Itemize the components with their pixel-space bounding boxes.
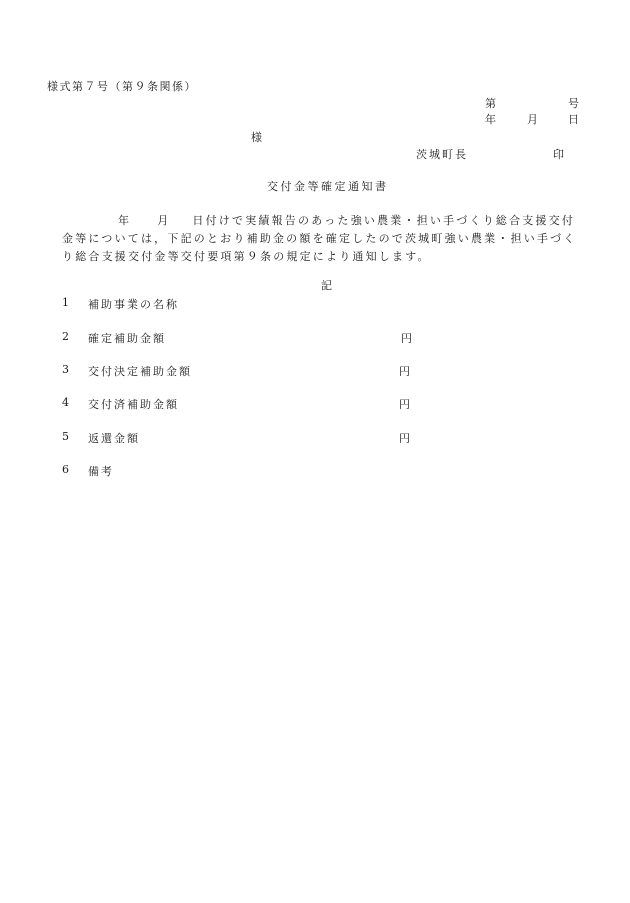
doc-number-prefix: 第 (485, 97, 498, 110)
item-number: 2 (62, 330, 69, 343)
item-label: 交付決定補助金額 (88, 365, 192, 378)
item-unit: 円 (399, 432, 410, 445)
body-line-1 (62, 212, 592, 230)
item-row (62, 430, 422, 444)
doc-number-suffix: 号 (568, 97, 581, 110)
item-unit: 円 (399, 365, 410, 378)
item-unit: 円 (401, 332, 412, 345)
body-line-1-text: 日付けで実績報告のあった強い農業・担い手づくり総合支援交付 (192, 214, 576, 227)
item-number: 3 (62, 363, 69, 376)
item-row (62, 463, 422, 477)
date-year: 年 (485, 113, 498, 126)
form-number: 様式第７号（第９条関係） (47, 80, 197, 93)
date-day: 日 (568, 113, 581, 126)
item-label: 交付済補助金額 (88, 398, 179, 411)
item-number: 4 (62, 396, 69, 409)
body-month: 月 (157, 214, 171, 227)
item-number: 6 (62, 463, 69, 476)
document-title: 交付金等確定通知書 (267, 180, 389, 193)
date-month: 月 (527, 113, 540, 126)
item-row (62, 330, 422, 344)
body-line-3: り総合支援交付金等交付要項第９条の規定により通知します。 (62, 250, 431, 263)
ki-heading: 記 (321, 279, 334, 292)
item-row (62, 363, 422, 377)
seal-mark: 印 (553, 148, 566, 161)
item-label: 補助事業の名称 (88, 298, 179, 311)
issuer-name: 茨城町長 (416, 148, 468, 161)
item-unit: 円 (399, 398, 410, 411)
item-label: 確定補助金額 (88, 332, 166, 345)
item-row (62, 296, 422, 310)
item-number: 5 (62, 430, 69, 443)
body-year: 年 (118, 214, 132, 227)
item-number: 1 (62, 296, 69, 309)
item-label: 備考 (88, 465, 114, 478)
item-row (62, 396, 422, 410)
body-line-2: 金等については，下記のとおり補助金の額を確定したので茨城町強い農業・担い手づく (62, 232, 577, 245)
addressee-suffix: 様 (251, 131, 264, 144)
item-label: 返還金額 (88, 432, 140, 445)
body-paragraph (62, 212, 592, 266)
